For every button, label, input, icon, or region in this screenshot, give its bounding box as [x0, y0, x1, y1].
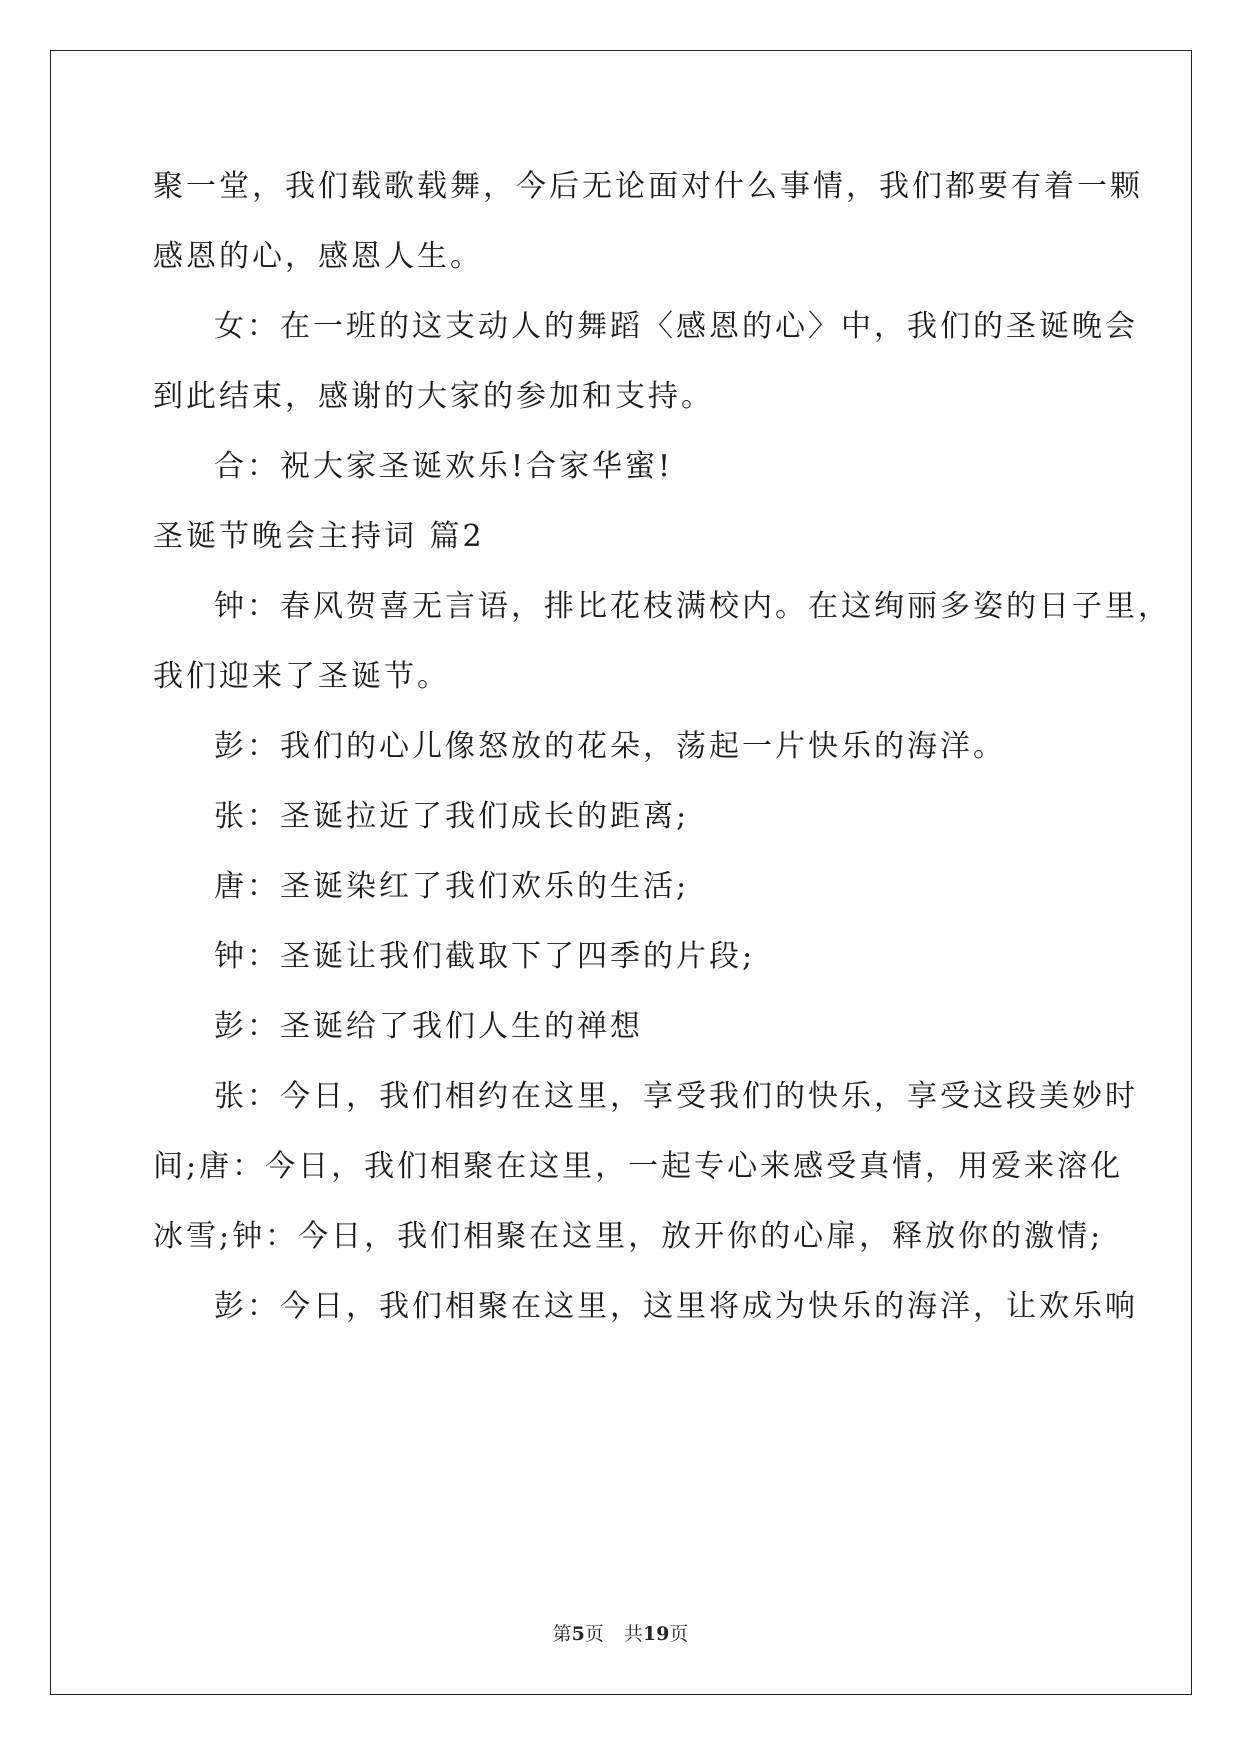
section-heading: 圣诞节晚会主持词 篇2 — [153, 519, 485, 554]
total-pages: 19 — [642, 1623, 670, 1645]
text-line: 我们迎来了圣诞节。 — [153, 659, 450, 694]
total-suffix: 页 — [669, 1623, 689, 1645]
paragraph-line: 唐：圣诞染红了我们欢乐的生活; — [214, 869, 690, 904]
text-line: 到此结束，感谢的大家的参加和支持。 — [153, 379, 714, 414]
text-line: 感恩的心，感恩人生。 — [153, 239, 483, 274]
paragraph-line: 女：在一班的这支动人的舞蹈〈感恩的心〉中，我们的圣诞晚会 — [214, 309, 1138, 344]
page-prefix: 第 — [552, 1623, 572, 1645]
paragraph-line: 彭：今日，我们相聚在这里，这里将成为快乐的海洋，让欢乐响 — [214, 1289, 1138, 1324]
text-line: 聚一堂，我们载歌载舞，今后无论面对什么事情，我们都要有着一颗 — [153, 169, 1143, 204]
paragraph-line: 彭：圣诞给了我们人生的禅想 — [214, 1009, 643, 1044]
text-line: 间;唐：今日，我们相聚在这里，一起专心来感受真情，用爱来溶化 — [153, 1149, 1124, 1184]
paragraph-line: 钟：圣诞让我们截取下了四季的片段; — [214, 939, 756, 974]
page-number: 5 — [571, 1623, 585, 1645]
paragraph-line: 张：圣诞拉近了我们成长的距离; — [214, 799, 690, 834]
paragraph-line: 钟：春风贺喜无言语，排比花枝满校内。在这绚丽多姿的日子里， — [214, 589, 1171, 624]
paragraph-line: 张：今日，我们相约在这里，享受我们的快乐，享受这段美妙时 — [214, 1079, 1138, 1114]
paragraph-line: 合：祝大家圣诞欢乐!合家华蜜! — [214, 449, 674, 484]
page-suffix: 页 — [584, 1623, 604, 1645]
total-prefix: 共 — [623, 1623, 643, 1645]
paragraph-line: 彭：我们的心儿像怒放的花朵，荡起一片快乐的海洋。 — [214, 729, 1006, 764]
page-footer — [0, 1620, 1241, 1648]
text-line: 冰雪;钟：今日，我们相聚在这里，放开你的心扉，释放你的激情; — [153, 1219, 1104, 1254]
